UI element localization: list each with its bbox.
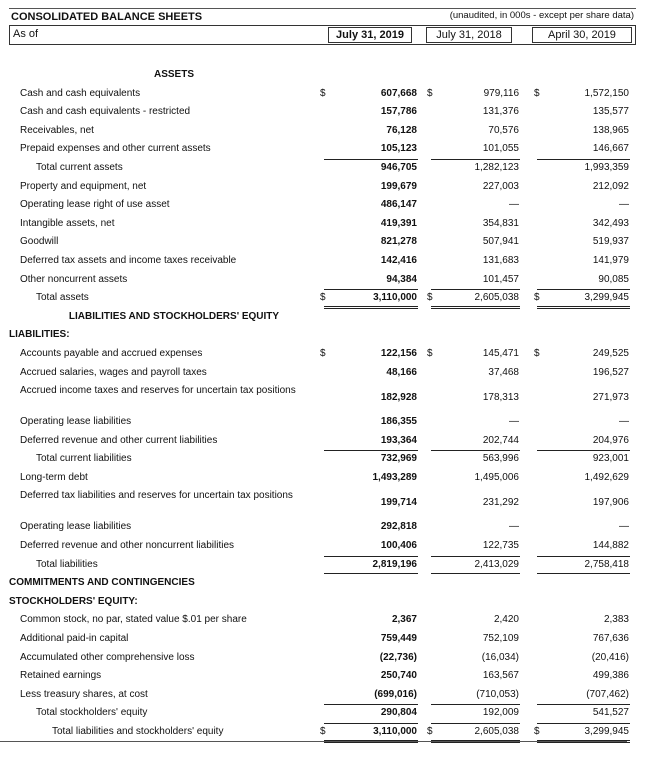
cell-value: 1,993,359: [584, 161, 629, 173]
cell-value: 923,001: [592, 453, 629, 465]
cell-value: 142,416: [380, 254, 417, 266]
row-label: STOCKHOLDERS' EQUITY:: [9, 595, 138, 607]
cell-value: 182,928: [380, 392, 417, 404]
subtotal-rule: [324, 556, 418, 557]
cell-value: 1,572,150: [584, 87, 629, 99]
table-row: [9, 649, 636, 668]
cell-value: 178,313: [482, 392, 519, 404]
row-label: Retained earnings: [20, 670, 102, 682]
top-rule: [9, 8, 636, 9]
units-note: (unaudited, in 000s - except per share data): [449, 10, 634, 21]
table-row: [9, 140, 636, 159]
subtotal-rule: [537, 450, 630, 451]
row-label: Cash and cash equivalents - restricted: [20, 106, 191, 118]
currency-symbol: $: [534, 347, 540, 359]
row-label: Additional paid-in capital: [20, 633, 129, 645]
subtotal-rule: [431, 450, 520, 451]
row-label: LIABILITIES:: [9, 329, 70, 341]
table-row: [9, 252, 636, 271]
cell-value: 204,976: [592, 434, 629, 446]
table-row: [9, 432, 636, 451]
table-row: [9, 686, 636, 705]
cell-value: 821,278: [380, 236, 417, 248]
cell-value: 163,567: [482, 670, 519, 682]
row-label: Receivables, net: [20, 124, 94, 136]
cell-value: 202,744: [482, 434, 519, 446]
subtotal-rule: [537, 556, 630, 557]
cell-value: 141,979: [592, 254, 629, 266]
cell-value: 541,527: [592, 707, 629, 719]
subtotal-rule: [324, 704, 418, 705]
cell-value: 2,605,038: [474, 726, 519, 737]
subtotal-rule: [324, 289, 418, 290]
cell-value: 2,367: [391, 614, 417, 626]
table-row: [9, 178, 636, 197]
cell-value: 199,679: [380, 180, 417, 192]
row-label: Deferred tax liabilities and reserves for uncertain tax positions: [20, 490, 293, 502]
table-row: [9, 345, 636, 364]
subtotal-rule: [537, 704, 630, 705]
table-row: [9, 326, 636, 345]
column-header-jul-2019: July 31, 2019: [328, 27, 412, 43]
cell-value: 131,683: [482, 254, 519, 266]
table-row: [9, 574, 636, 593]
currency-symbol: $: [534, 726, 540, 737]
row-label: Operating lease right of use asset: [20, 199, 170, 211]
table-row: [9, 556, 636, 575]
table-row: [9, 537, 636, 556]
table-row: [9, 704, 636, 723]
subtotal-rule: [537, 159, 630, 160]
cell-value: (707,462): [586, 688, 629, 700]
as-of-label: As of: [13, 28, 39, 40]
currency-symbol: $: [320, 292, 326, 304]
row-label: Total stockholders' equity: [36, 707, 148, 719]
column-header-jul-2018: July 31, 2018: [426, 27, 512, 43]
row-label: Deferred revenue and other noncurrent liabilities: [20, 540, 235, 552]
cell-value: 519,937: [592, 236, 629, 248]
cell-value: 231,292: [482, 497, 519, 509]
table-row: [9, 723, 636, 742]
cell-value: 144,882: [592, 540, 629, 552]
row-label: Deferred revenue and other current liabilities: [20, 434, 218, 446]
cell-value: 2,605,038: [474, 292, 519, 304]
cell-value: 767,636: [592, 633, 629, 645]
table-row: [9, 413, 636, 432]
row-label: Total current assets: [36, 161, 123, 173]
row-label: Total current liabilities: [36, 453, 132, 465]
table-row: [9, 469, 636, 488]
cell-value: (710,053): [476, 688, 519, 700]
row-label: Operating lease liabilities: [20, 521, 132, 533]
subtotal-rule: [537, 723, 630, 724]
cell-value: 196,527: [592, 366, 629, 378]
table-row: [9, 103, 636, 122]
cell-value: 1,493,289: [372, 471, 417, 483]
cell-value: 354,831: [482, 217, 519, 229]
cell-value: 292,818: [380, 521, 417, 533]
currency-symbol: $: [320, 726, 326, 737]
table-row: [9, 630, 636, 649]
cell-value: 1,492,629: [584, 471, 629, 483]
cell-value: 752,109: [482, 633, 519, 645]
cell-value: 48,166: [386, 366, 417, 378]
currency-symbol: $: [320, 87, 326, 99]
row-label: Cash and cash equivalents: [20, 87, 141, 99]
cell-value: 1,495,006: [474, 471, 519, 483]
cell-value: —: [509, 416, 519, 428]
subtotal-rule: [324, 450, 418, 451]
subtotal-rule: [431, 704, 520, 705]
row-label: Other noncurrent assets: [20, 273, 128, 285]
subtotal-rule: [431, 159, 520, 160]
cell-value: 979,116: [483, 87, 519, 99]
cell-value: 101,055: [482, 143, 519, 155]
cell-value: 2,383: [603, 614, 629, 626]
cell-value: (22,736): [379, 651, 417, 663]
cell-value: 199,714: [380, 497, 417, 509]
row-label: Intangible assets, net: [20, 217, 115, 229]
subtotal-rule: [431, 723, 520, 724]
cell-value: 135,577: [592, 106, 629, 118]
row-label: Operating lease liabilities: [20, 416, 132, 428]
table-row: [9, 233, 636, 252]
table-row: [9, 271, 636, 290]
balance-sheet: [9, 8, 636, 737]
currency-symbol: $: [427, 726, 433, 737]
row-label: Prepaid expenses and other current assets: [20, 143, 211, 155]
column-header-row: [9, 25, 636, 45]
cell-value: 2,420: [493, 614, 519, 626]
table-row: [9, 487, 636, 518]
sheet-title: CONSOLIDATED BALANCE SHEETS: [11, 11, 203, 23]
cell-value: 197,906: [592, 497, 629, 509]
table-row: [9, 289, 636, 308]
cell-value: 249,525: [592, 347, 629, 359]
subtotal-rule: [324, 159, 418, 160]
cell-value: (20,416): [591, 651, 629, 663]
row-label: ASSETS: [153, 69, 194, 80]
row-label: Total liabilities: [36, 558, 98, 570]
cell-value: 122,735: [482, 540, 519, 552]
row-label: Deferred tax assets and income taxes receivable: [20, 254, 237, 266]
column-header-apr-2019: April 30, 2019: [532, 27, 632, 43]
subtotal-rule: [324, 723, 418, 724]
cell-value: 563,996: [482, 453, 519, 465]
cell-value: 486,147: [380, 199, 417, 211]
row-label: Common stock, no par, stated value $.01 per share: [20, 614, 247, 626]
row-label: LIABILITIES AND STOCKHOLDERS' EQUITY: [68, 310, 280, 322]
table-row: [9, 308, 636, 327]
cell-value: 212,092: [592, 180, 629, 192]
cell-value: —: [509, 199, 519, 211]
cell-value: 2,819,196: [372, 558, 417, 570]
currency-symbol: $: [534, 87, 540, 99]
cell-value: 105,123: [380, 143, 417, 155]
currency-symbol: $: [427, 292, 433, 304]
cell-value: 100,406: [380, 540, 417, 552]
cell-value: 419,391: [380, 217, 417, 229]
cell-value: (699,016): [374, 688, 417, 700]
table-row: [9, 593, 636, 612]
row-label: COMMITMENTS AND CONTINGENCIES: [9, 577, 195, 589]
cell-value: 3,299,945: [584, 292, 629, 304]
cell-value: —: [619, 416, 629, 428]
cell-value: 3,110,000: [373, 292, 417, 304]
cell-value: 122,156: [380, 347, 417, 359]
table-row: [9, 611, 636, 630]
row-label: Accounts payable and accrued expenses: [20, 347, 203, 359]
row-label: Accumulated other comprehensive loss: [20, 651, 195, 663]
row-label: Accrued salaries, wages and payroll taxes: [20, 366, 207, 378]
cell-value: 146,667: [592, 143, 629, 155]
table-row: [9, 66, 636, 85]
cell-value: 759,449: [380, 633, 417, 645]
cell-value: 131,376: [482, 106, 519, 118]
subtotal-rule: [431, 289, 520, 290]
cell-value: —: [509, 521, 519, 533]
cell-value: —: [619, 521, 629, 533]
table-row: [9, 159, 636, 178]
table-row: [9, 518, 636, 537]
row-label: Total liabilities and stockholders' equity: [52, 726, 224, 737]
cell-value: 2,413,029: [474, 558, 519, 570]
cell-value: 76,128: [386, 124, 417, 136]
cell-value: 70,576: [488, 124, 519, 136]
cell-value: 186,355: [380, 416, 417, 428]
currency-symbol: $: [427, 347, 433, 359]
subtotal-rule: [537, 289, 630, 290]
cell-value: 227,003: [482, 180, 519, 192]
cell-value: (16,034): [481, 651, 519, 663]
cell-value: 3,299,945: [584, 726, 629, 737]
table-row: [9, 215, 636, 234]
cell-value: 290,804: [380, 707, 417, 719]
cell-value: 250,740: [380, 670, 417, 682]
row-label: Accrued income taxes and reserves for uncertain tax positions: [20, 385, 296, 397]
currency-symbol: $: [427, 87, 433, 99]
cell-value: 90,085: [598, 273, 629, 285]
currency-symbol: $: [534, 292, 540, 304]
cell-value: 37,468: [488, 366, 519, 378]
row-label: Long-term debt: [20, 471, 88, 483]
cell-value: —: [619, 199, 629, 211]
row-label: Goodwill: [20, 236, 59, 248]
subtotal-rule: [431, 556, 520, 557]
title-row: [9, 8, 636, 25]
cell-value: 94,384: [386, 273, 417, 285]
row-label: Less treasury shares, at cost: [20, 688, 148, 700]
currency-symbol: $: [320, 347, 326, 359]
cell-value: 2,758,418: [584, 558, 629, 570]
cell-value: 607,668: [380, 87, 417, 99]
table-row: [9, 196, 636, 215]
cell-value: 157,786: [380, 106, 417, 118]
table-row: [9, 85, 636, 104]
cell-value: 145,471: [482, 347, 519, 359]
cell-value: 342,493: [592, 217, 629, 229]
cell-value: 1,282,123: [474, 161, 519, 173]
cell-value: 193,364: [380, 434, 417, 446]
cell-value: 3,110,000: [373, 726, 417, 737]
cell-value: 192,009: [482, 707, 519, 719]
row-label: Property and equipment, net: [20, 180, 147, 192]
cell-value: 732,969: [380, 453, 417, 465]
cell-value: 138,965: [592, 124, 629, 136]
table-row: [9, 364, 636, 383]
cell-value: 946,705: [380, 161, 417, 173]
table-row: [9, 450, 636, 469]
cell-value: 499,386: [592, 670, 629, 682]
cell-value: 507,941: [482, 236, 519, 248]
bottom-rule: [0, 741, 627, 742]
table-row: [9, 382, 636, 413]
table-row: [9, 122, 636, 141]
cell-value: 101,457: [482, 273, 519, 285]
cell-value: 271,973: [592, 392, 629, 404]
table-body: [9, 66, 636, 742]
table-row: [9, 667, 636, 686]
row-label: Total assets: [36, 292, 89, 304]
